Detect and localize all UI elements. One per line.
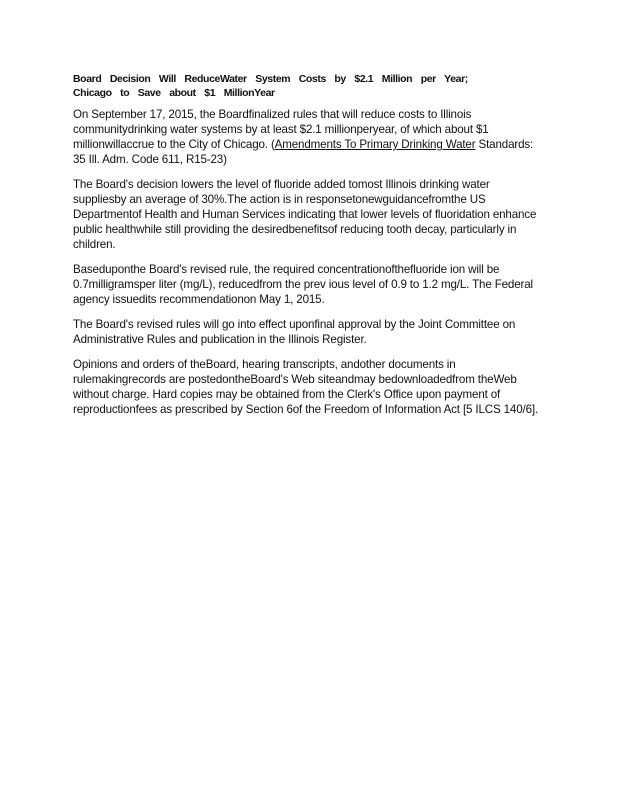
announcement-text: On September 17, 2015, the Boardfinalized rules that will reduce costs to Illinois communitydrinking water systems by at least $2.1 millionperyear, of which about $1 millionwillaccrue to the City of Chicago. (: [73, 108, 489, 151]
headline: [73, 72, 539, 100]
announcement-citation: Standards: 35 Ill. Adm. Code 611, R15-23): [73, 138, 534, 166]
amendments-link[interactable]: Amendments To Primary Drinking Water: [274, 138, 476, 151]
paragraph-fluoride-decision: The Board's decision lowers the level of fluoride added tomost Illinois drinking water suppliesby an average of 30%.The action is in responsetonewguidancefromthe US Departmentof Health and Human Services indicating that lower levels of fluoridation enhance public healthwhile still providing the desiredbenefitsof reducing tooth decay, particularly in children.: [73, 178, 537, 251]
headline-line-2: Chicago to Save about $1 MillionYear: [73, 87, 275, 99]
paragraph-documents-availability: Opinions and orders of theBoard, hearing transcripts, andother documents in rulemakingrecords are postedontheBoard's Web siteandmay bedownloadedfrom theWeb without charge. Hard copies may be obtained from the Clerk's Office upon payment of reproductionfees as prescribed by Section 6of the Freedom of Information Act [5 ILCS 140/6].: [73, 358, 539, 416]
paragraph-revised-concentration: Baseduponthe Board's revised rule, the required concentrationofthefluoride ion will be 0.7milligramsper liter (mg/L), reducedfrom the prev ious level of 0.9 to 1.2 mg/L. The Federal agency issuedits recommendationon May 1, 2015.: [73, 263, 533, 306]
headline-line-1: Board Decision Will ReduceWater System Costs by $2.1 Million per Year;: [73, 73, 468, 85]
paragraph-announcement: [73, 107, 539, 167]
paragraph-effective-date: The Board's revised rules will go into effect uponfinal approval by the Joint Committee on Administrative Rules and publication in the Illinois Register.: [73, 318, 516, 346]
document-page: [73, 72, 539, 427]
